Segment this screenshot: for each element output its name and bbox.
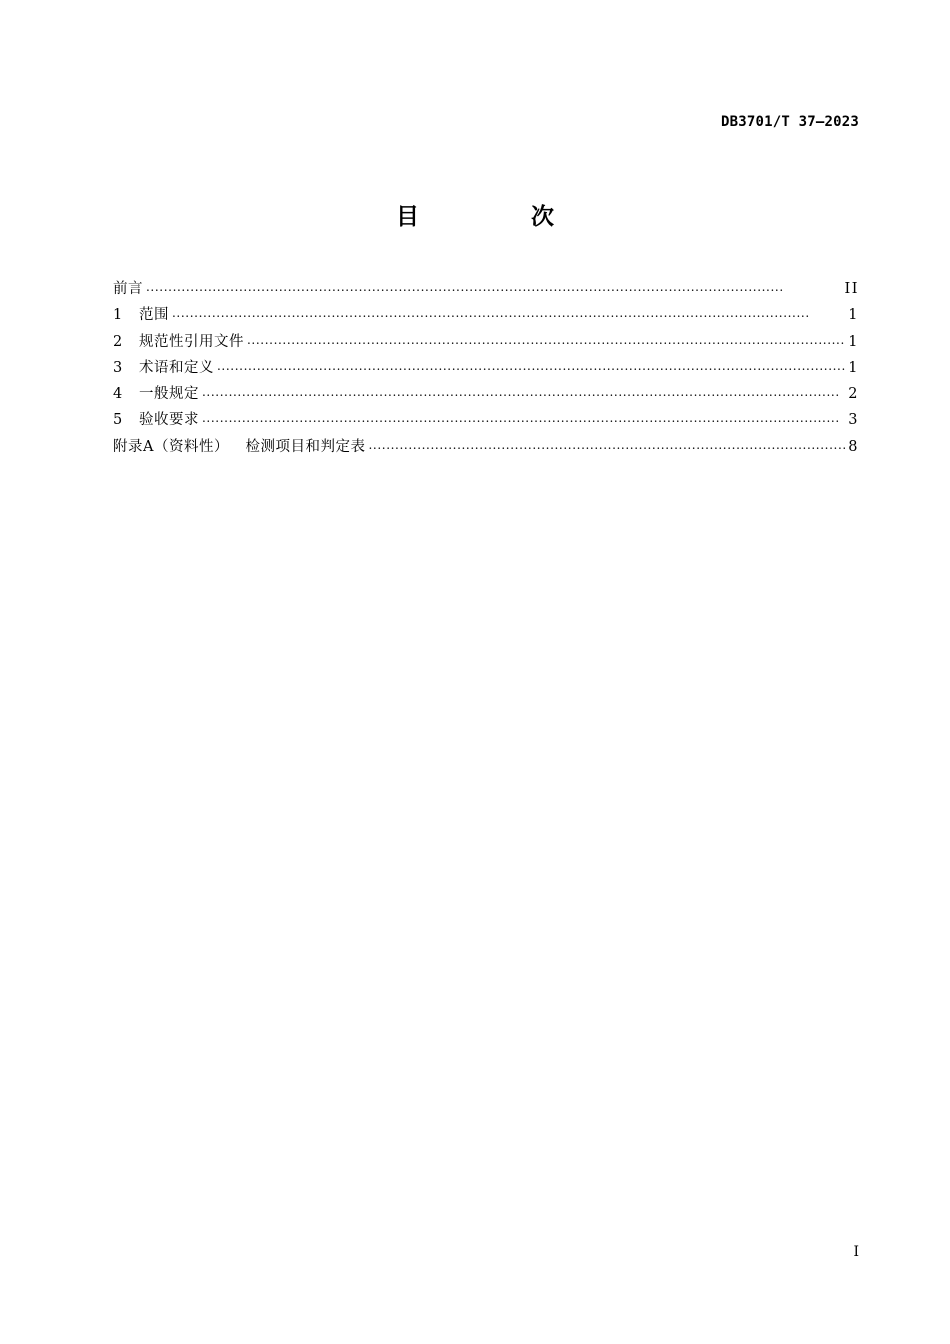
toc-dot-leader	[172, 302, 845, 326]
toc-entry-label: 验收要求	[139, 412, 199, 429]
toc-dot-leader	[202, 407, 845, 431]
toc-entry-scope[interactable]	[113, 302, 859, 328]
toc-dot-leader	[247, 329, 845, 353]
toc-entry-label: 一般规定	[139, 386, 199, 403]
toc-entry-page: 1	[848, 359, 859, 376]
toc-title: 目 次	[395, 204, 606, 230]
toc-entry-number: 1	[113, 307, 123, 324]
toc-entry-page: 8	[848, 438, 859, 455]
toc-entry-normative-references[interactable]	[113, 329, 859, 355]
toc-entry-number: 2	[113, 333, 123, 350]
toc-entry-general-provisions[interactable]	[113, 381, 859, 407]
toc-entry-label: 术语和定义	[139, 359, 214, 376]
toc-entry-label: 附录A（资料性）	[113, 438, 229, 455]
toc-entry-label: 规范性引用文件	[139, 333, 244, 350]
document-code: DB3701/T 37—2023	[720, 114, 859, 130]
toc-entry-acceptance-requirements[interactable]	[113, 407, 859, 433]
toc-entry-page: 1	[848, 333, 859, 350]
toc-entry-number: 5	[113, 412, 123, 429]
toc-dot-leader	[202, 381, 845, 405]
toc-entry-label-suffix: 检测项目和判定表	[245, 438, 366, 455]
toc-entry-page: 2	[848, 386, 859, 403]
toc-entry-foreword[interactable]	[113, 276, 859, 302]
toc-entry-page: 1	[848, 307, 859, 324]
page-number: I	[853, 1244, 859, 1260]
toc-entry-label: 前言	[113, 281, 143, 297]
toc-entry-terms-definitions[interactable]	[113, 355, 859, 381]
toc-dot-leader	[146, 276, 842, 300]
toc-entry-page: II	[844, 281, 859, 297]
toc-entry-number: 3	[113, 359, 123, 376]
toc-entry-number: 4	[113, 386, 123, 403]
toc-entry-label: 范围	[139, 307, 169, 324]
toc-dot-leader	[368, 434, 845, 458]
toc-entry-appendix-a[interactable]	[113, 434, 859, 460]
toc-dot-leader	[217, 355, 845, 379]
table-of-contents	[113, 276, 859, 460]
toc-entry-page: 3	[848, 412, 859, 429]
